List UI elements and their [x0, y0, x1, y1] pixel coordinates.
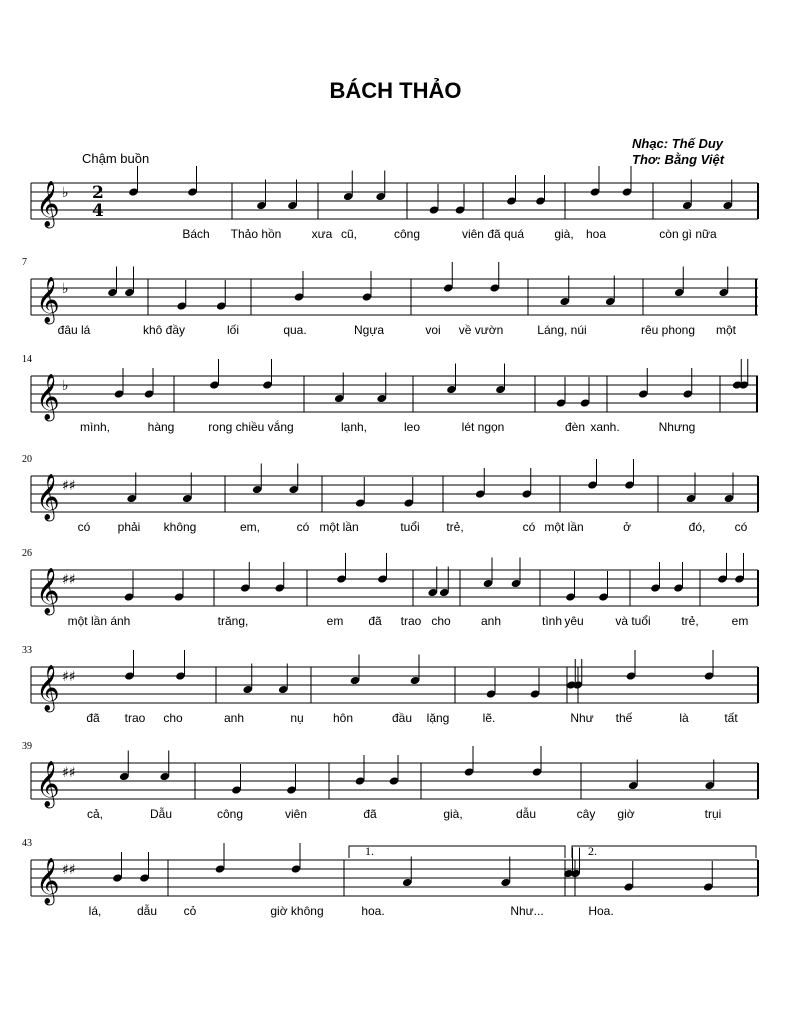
- measure-number: 26: [22, 548, 32, 559]
- time-signature-top: 2: [92, 183, 104, 203]
- treble-clef-icon: 𝄞: [36, 761, 60, 807]
- lyric-syllable: lẽ.: [482, 711, 496, 725]
- lyrics-line: [0, 420, 791, 438]
- lyric-syllable: Ngựa: [353, 323, 385, 337]
- lyric-syllable: tuổi: [400, 520, 420, 534]
- lyric-syllable: lặng: [426, 711, 450, 725]
- lyric-syllable: một lần: [319, 520, 359, 534]
- lyrics-line: [0, 904, 791, 922]
- lyric-syllable: Thảo hồn: [230, 227, 282, 241]
- lyric-syllable: trăng,: [217, 614, 249, 628]
- lyric-syllable: hôn: [332, 711, 354, 725]
- key-signature-flat-icon: ♭: [62, 185, 69, 201]
- treble-clef-icon: 𝄞: [36, 374, 60, 420]
- lyric-syllable: giờ không: [270, 904, 324, 918]
- lyric-syllable: cây: [576, 807, 596, 821]
- lyric-syllable: đã: [86, 711, 100, 725]
- lyric-syllable: xanh.: [590, 420, 620, 434]
- lyric-syllable: trẻ,: [681, 614, 699, 628]
- staff-system: [0, 173, 791, 273]
- lyric-syllable: có: [734, 520, 748, 534]
- lyric-syllable: lá,: [88, 904, 102, 918]
- lyric-syllable: còn gì nữa: [659, 227, 717, 241]
- lyric-syllable: tất: [724, 711, 738, 725]
- lyrics-line: [0, 614, 791, 632]
- lyric-syllable: Bách: [182, 227, 210, 241]
- lyric-syllable: leo: [403, 420, 421, 434]
- lyric-syllable: đó,: [688, 520, 706, 534]
- lyric-syllable: em: [731, 614, 749, 628]
- lyric-syllable: anh: [480, 614, 502, 628]
- key-signature-sharps-icon: ♯♯: [62, 765, 76, 781]
- lyric-syllable: Láng, núi: [537, 323, 587, 337]
- staff-system: [0, 548, 791, 660]
- lyric-syllable: lối: [226, 323, 240, 337]
- key-signature-flat-icon: ♭: [62, 378, 69, 394]
- lyric-syllable: hàng: [147, 420, 175, 434]
- tempo-marking: Chậm buồn: [82, 151, 150, 166]
- measure-number: 39: [22, 741, 32, 752]
- lyric-syllable: khô đầy: [142, 323, 186, 337]
- lyric-syllable: đâu lá: [57, 323, 91, 337]
- lyrics-line: [0, 711, 791, 729]
- lyricist-credit: Thơ: Bằng Việt: [632, 152, 725, 167]
- lyric-syllable: Hoa.: [588, 904, 614, 918]
- lyric-syllable: cho: [431, 614, 451, 628]
- staff-system: [0, 645, 791, 757]
- key-signature-sharps-icon: ♯♯: [62, 669, 76, 685]
- lyric-syllable: không: [163, 520, 197, 534]
- lyric-syllable: qua.: [283, 323, 307, 337]
- treble-clef-icon: 𝄞: [36, 474, 60, 520]
- lyric-syllable: em: [326, 614, 344, 628]
- lyric-syllable: viên: [284, 807, 308, 821]
- lyric-syllable: trụi: [704, 807, 722, 821]
- lyric-syllable: là: [679, 711, 689, 725]
- lyric-syllable: một lần ánh: [67, 614, 131, 628]
- lyric-syllable: nụ: [290, 711, 304, 725]
- measure-number: 7: [22, 257, 27, 268]
- lyric-syllable: già,: [554, 227, 574, 241]
- lyric-syllable: Như: [570, 711, 594, 725]
- lyric-syllable: công: [216, 807, 244, 821]
- lyric-syllable: lạnh,: [340, 420, 368, 434]
- volta-label: 2.: [588, 844, 597, 858]
- lyric-syllable: ở: [623, 520, 631, 534]
- lyric-syllable: xưa: [311, 227, 333, 241]
- lyric-syllable: về vườn: [458, 323, 504, 337]
- staff-system: [0, 741, 791, 853]
- lyric-syllable: dẫu: [136, 904, 158, 918]
- lyric-syllable: thế: [615, 711, 633, 725]
- volta-label: 1.: [365, 844, 374, 858]
- lyric-syllable: cũ,: [340, 227, 358, 241]
- song-title: BÁCH THẢO: [329, 78, 462, 103]
- composer-credit: Nhạc: Thế Duy: [632, 136, 724, 151]
- lyric-syllable: đã: [368, 614, 382, 628]
- lyric-syllable: Dẫu: [149, 807, 173, 821]
- treble-clef-icon: 𝄞: [36, 858, 60, 904]
- lyric-syllable: yêu: [564, 614, 584, 628]
- lyric-syllable: phải: [117, 520, 141, 534]
- lyric-syllable: viên đã quá: [461, 227, 525, 241]
- treble-clef-icon: 𝄞: [36, 568, 60, 614]
- lyric-syllable: cả,: [86, 807, 104, 821]
- staff-system: [0, 354, 791, 466]
- lyric-syllable: đầu: [391, 711, 413, 725]
- lyric-syllable: có: [522, 520, 536, 534]
- lyric-syllable: lét ngọn: [461, 420, 505, 434]
- credits: [632, 136, 724, 168]
- lyric-syllable: và tuổi: [615, 614, 651, 628]
- lyric-syllable: hoa: [585, 227, 607, 241]
- measure-number: 43: [22, 838, 32, 849]
- lyric-syllable: một: [715, 323, 737, 337]
- lyric-syllable: một lần: [544, 520, 584, 534]
- key-signature-sharps-icon: ♯♯: [62, 478, 76, 494]
- key-signature-flat-icon: ♭: [62, 281, 69, 297]
- lyric-syllable: già,: [443, 807, 463, 821]
- lyric-syllable: trao: [124, 711, 146, 725]
- lyrics-line: [0, 807, 791, 825]
- lyrics-line: [0, 323, 791, 341]
- lyrics-line: [0, 227, 791, 245]
- treble-clef-icon: 𝄞: [36, 277, 60, 323]
- lyric-syllable: mình,: [79, 420, 111, 434]
- lyric-syllable: đã: [363, 807, 377, 821]
- treble-clef-icon: 𝄞: [36, 181, 60, 227]
- lyric-syllable: anh: [223, 711, 245, 725]
- lyric-syllable: có: [296, 520, 310, 534]
- lyric-syllable: tình: [541, 614, 563, 628]
- lyric-syllable: giờ: [617, 807, 635, 821]
- key-signature-sharps-icon: ♯♯: [62, 572, 76, 588]
- lyric-syllable: em,: [239, 520, 261, 534]
- lyric-syllable: cho: [163, 711, 183, 725]
- measure-number: 14: [22, 354, 32, 365]
- measure-number: 20: [22, 454, 32, 465]
- lyric-syllable: đèn: [564, 420, 586, 434]
- lyric-syllable: có: [77, 520, 91, 534]
- time-signature-bottom: 4: [92, 201, 104, 221]
- lyrics-line: [0, 520, 791, 538]
- staff-system: [0, 838, 791, 950]
- lyric-syllable: voi: [425, 323, 441, 337]
- lyric-syllable: cỏ: [183, 904, 197, 918]
- lyric-syllable: Như...: [510, 904, 544, 918]
- lyric-syllable: Nhưng: [658, 420, 696, 434]
- key-signature-sharps-icon: ♯♯: [62, 862, 76, 878]
- measure-number: 33: [22, 645, 32, 656]
- lyric-syllable: công: [393, 227, 421, 241]
- treble-clef-icon: 𝄞: [36, 665, 60, 711]
- lyric-syllable: rêu phong: [640, 323, 696, 337]
- staff-system: [0, 257, 791, 369]
- lyric-syllable: hoa.: [361, 904, 385, 918]
- lyric-syllable: trao: [400, 614, 422, 628]
- lyric-syllable: rong chiều vắng: [208, 420, 294, 434]
- lyric-syllable: dẫu: [515, 807, 537, 821]
- lyric-syllable: trẻ,: [446, 520, 464, 534]
- staff-system: [0, 454, 791, 566]
